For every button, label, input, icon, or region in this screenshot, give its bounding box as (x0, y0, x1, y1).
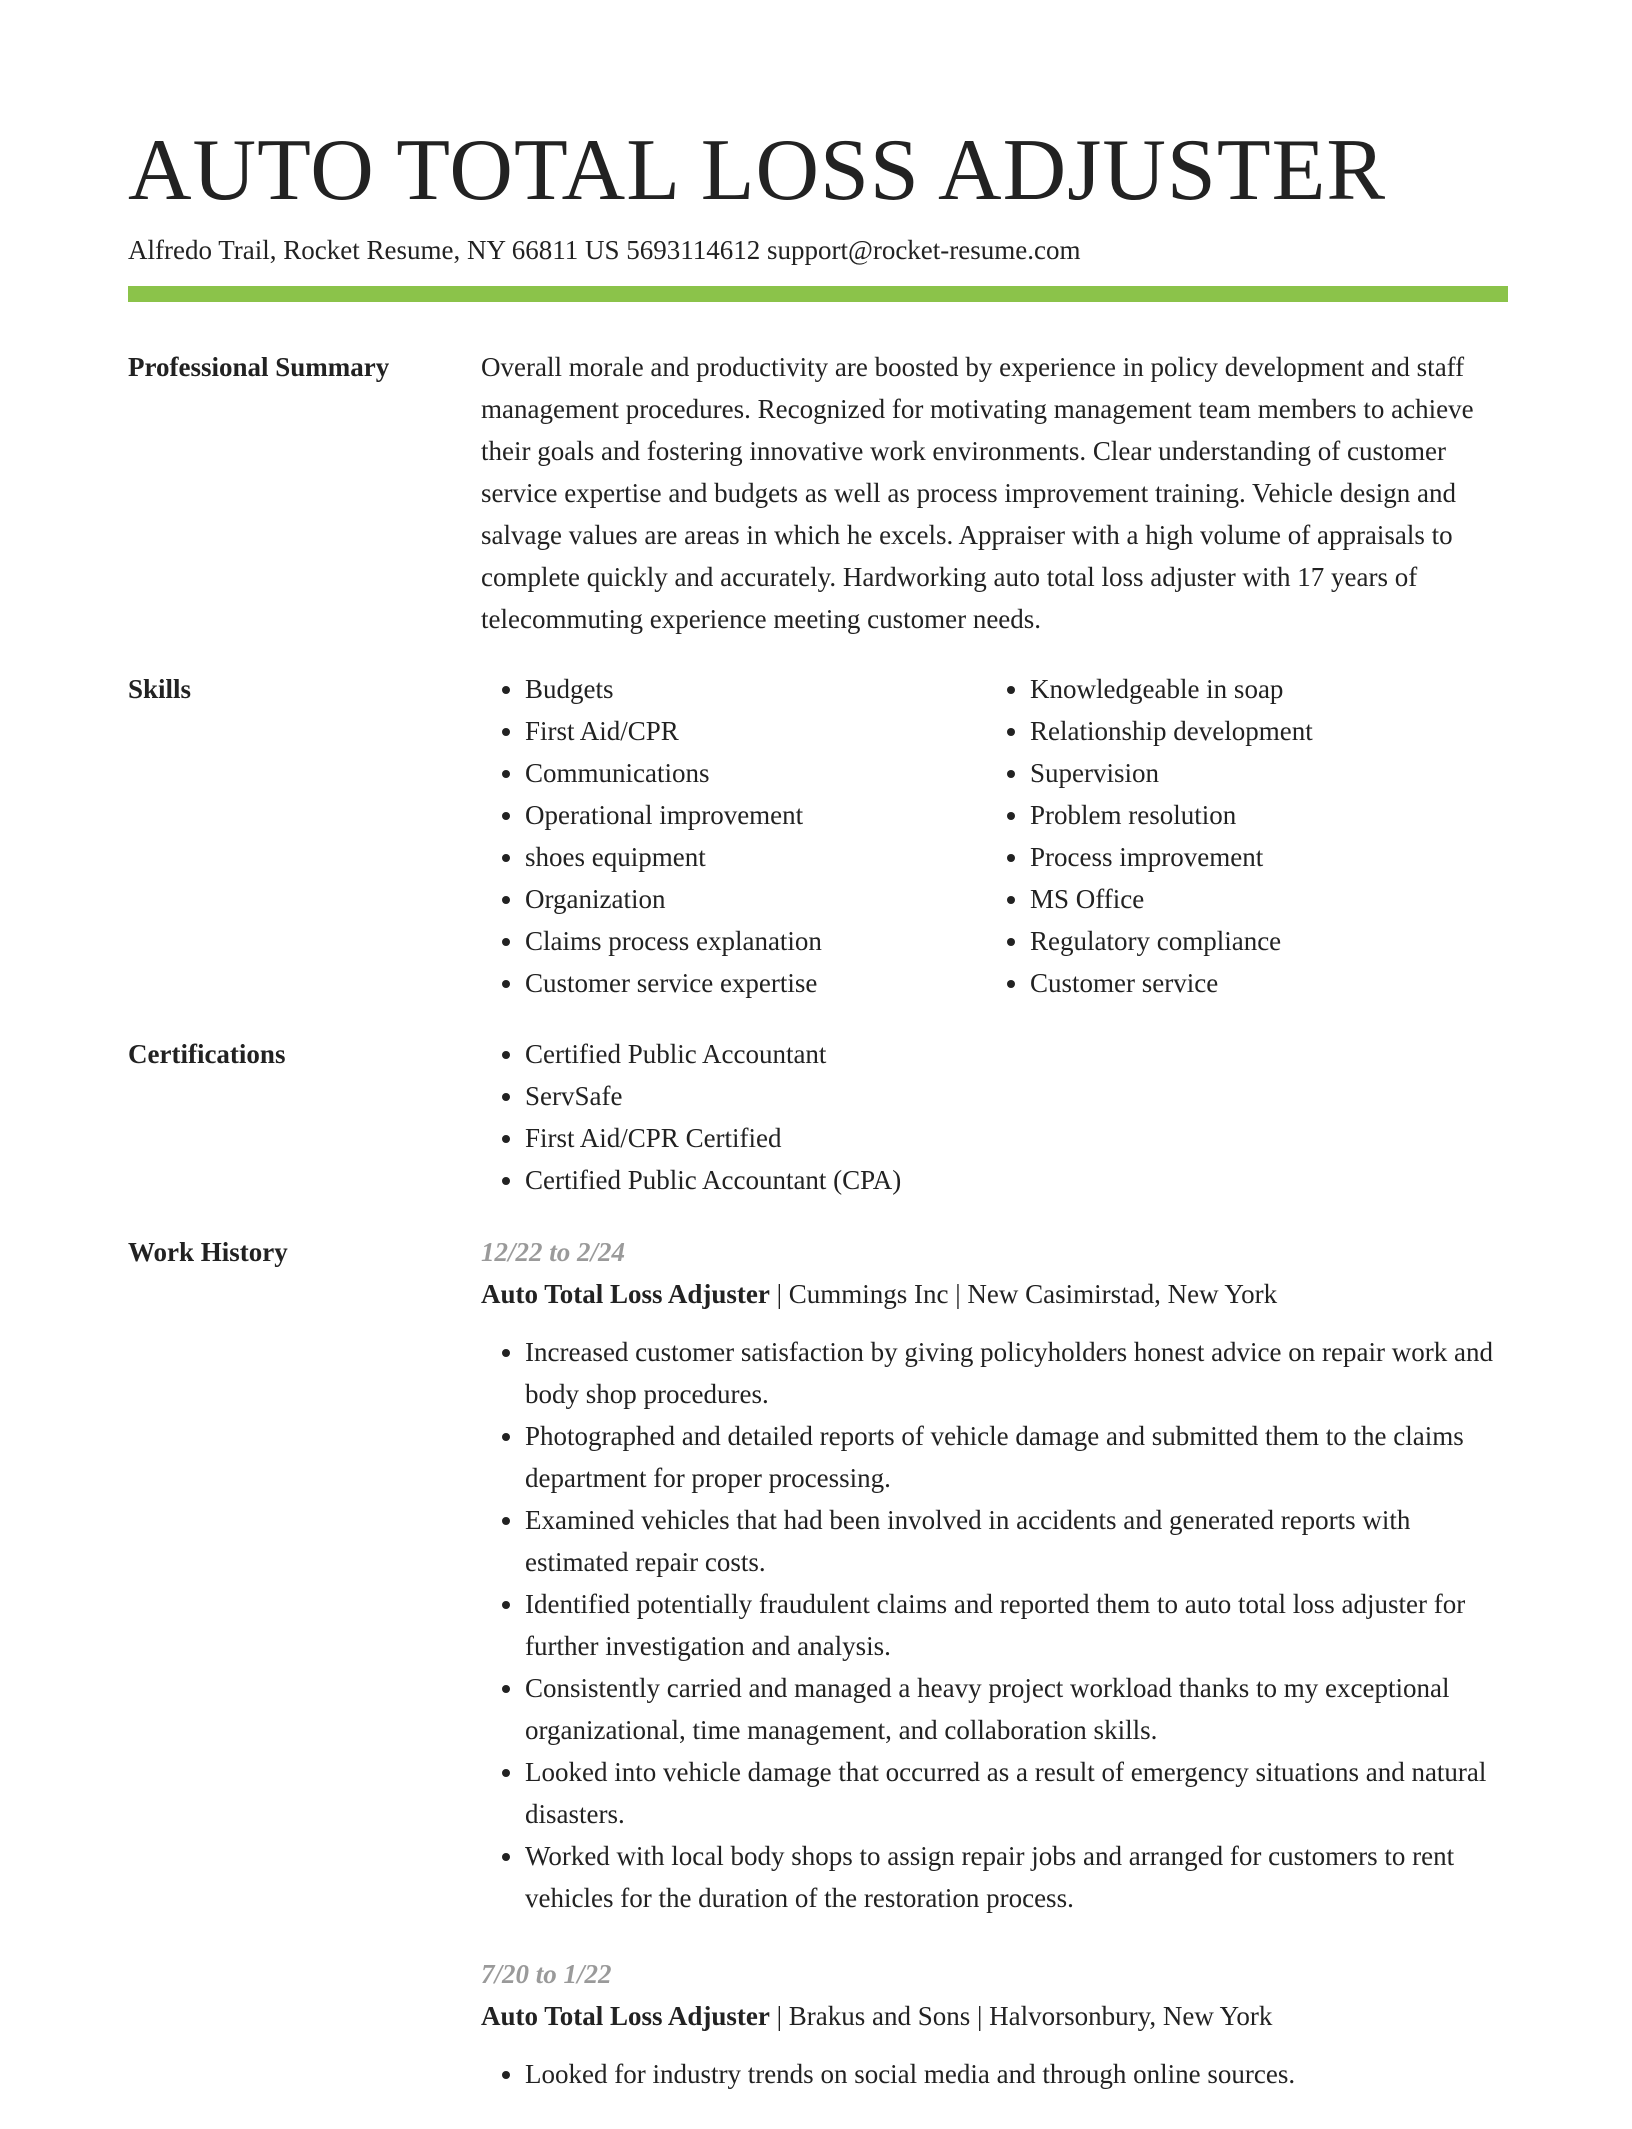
certification-item: • ServSafe (525, 1075, 1508, 1117)
job-duties-list (481, 1331, 1508, 1919)
job-dates: 7/20 to 1/22 (481, 1959, 612, 1989)
summary-text: Overall morale and productivity are boosted by experience in policy development and staff management procedures. Recognized for motivating management team members to achieve their goals and fostering innovative work environments. Clear understanding of customer service expertise and budgets as well as process improvement training. Vehicle design and salvage values are areas in which he excels. Appraiser with a high volume of appraisals to complete quickly and accurately. Hardworking auto total loss adjuster with 17 years of telecommuting experience meeting customer needs. (481, 352, 1474, 634)
certifications-heading: Certifications (128, 1039, 286, 1069)
skill-item: • MS Office (1030, 878, 1491, 920)
skills-columns (481, 668, 1508, 1004)
resume-title: AUTO TOTAL LOSS ADJUSTER (128, 122, 1387, 219)
skill-item: • Organization (525, 878, 986, 920)
skill-item: • Customer service expertise (525, 962, 986, 1004)
job-duties-list (481, 2053, 1508, 2095)
skill-item: • Operational improvement (525, 794, 986, 836)
job-title: Auto Total Loss Adjuster (481, 1279, 770, 1309)
skills-heading: Skills (128, 674, 192, 704)
job-entry (481, 1953, 1508, 2095)
job-heading (481, 1273, 1508, 1315)
job-employer-location: | Brakus and Sons | Halvorsonbury, New York (769, 2001, 1273, 2031)
skill-item: • Budgets (525, 668, 986, 710)
job-duty: • Examined vehicles that had been involved in accidents and generated reports with estimated repair costs. (525, 1499, 1508, 1583)
skill-item: • Regulatory compliance (1030, 920, 1491, 962)
job-duty: • Consistently carried and managed a heavy project workload thanks to my exceptional organizational, time management, and collaboration skills. (525, 1667, 1508, 1751)
skills-list-left (481, 668, 986, 1004)
job-entry (481, 1231, 1508, 1919)
skill-item: • First Aid/CPR (525, 710, 986, 752)
job-duty: • Identified potentially fraudulent claims and reported them to auto total loss adjuster for further investigation and analysis. (525, 1583, 1508, 1667)
skill-item: • Problem resolution (1030, 794, 1491, 836)
job-dates: 12/22 to 2/24 (481, 1237, 626, 1267)
skill-item: • shoes equipment (525, 836, 986, 878)
certifications-list (481, 1033, 1508, 1201)
job-employer-location: | Cummings Inc | New Casimirstad, New York (769, 1279, 1278, 1309)
certification-item: • Certified Public Accountant (525, 1033, 1508, 1075)
skill-item: • Relationship development (1030, 710, 1491, 752)
skill-item: • Claims process explanation (525, 920, 986, 962)
certifications-body (481, 1033, 1508, 1201)
work-history-heading: Work History (128, 1237, 288, 1267)
work-history-body (481, 1231, 1508, 2129)
job-duty: • Worked with local body shops to assign repair jobs and arranged for customers to rent vehicles for the duration of the restoration process. (525, 1835, 1508, 1919)
skill-item: • Customer service (1030, 962, 1491, 1004)
job-duty: • Looked for industry trends on social media and through online sources. (525, 2053, 1508, 2095)
accent-divider (128, 286, 1508, 302)
job-duty: • Photographed and detailed reports of vehicle damage and submitted them to the claims department for proper processing. (525, 1415, 1508, 1499)
skill-item: • Knowledgeable in soap (1030, 668, 1491, 710)
summary-heading: Professional Summary (128, 352, 390, 382)
skills-column-right (986, 668, 1491, 1004)
contact-line: Alfredo Trail, Rocket Resume, NY 66811 US 5693114612 support@rocket-resume.com (128, 235, 1081, 265)
job-duty: • Looked into vehicle damage that occurred as a result of emergency situations and natural disasters. (525, 1751, 1508, 1835)
skill-item: • Supervision (1030, 752, 1491, 794)
job-title: Auto Total Loss Adjuster (481, 2001, 770, 2031)
certification-item: • First Aid/CPR Certified (525, 1117, 1508, 1159)
skills-body (481, 668, 1508, 1004)
skills-column-left (481, 668, 986, 1004)
job-duty: • Increased customer satisfaction by giving policyholders honest advice on repair work and body shop procedures. (525, 1331, 1508, 1415)
job-heading (481, 1995, 1508, 2037)
certification-item: • Certified Public Accountant (CPA) (525, 1159, 1508, 1201)
summary-body (481, 346, 1508, 640)
skills-list-right (986, 668, 1491, 1004)
skill-item: • Communications (525, 752, 986, 794)
skill-item: • Process improvement (1030, 836, 1491, 878)
